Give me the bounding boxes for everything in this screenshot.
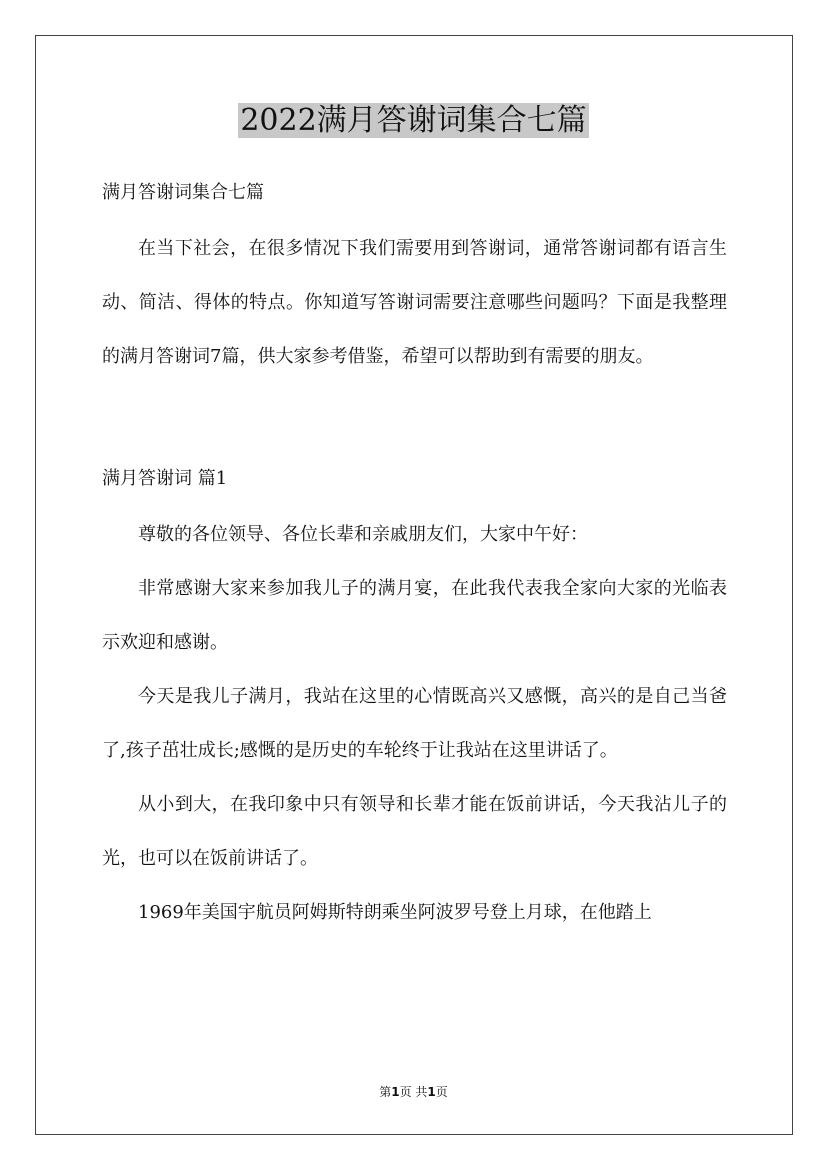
document-title-text: 2022满月答谢词集合七篇 bbox=[240, 103, 587, 138]
document-title bbox=[0, 98, 827, 144]
body-paragraph: 从小到大，在我印象中只有领导和长辈才能在饭前讲话，今天我沾儿子的光，也可以在饭前讲话了。 bbox=[102, 794, 727, 869]
body-paragraph: 非常感谢大家来参加我儿子的满月宴，在此我代表我全家向大家的光临表示欢迎和感谢。 bbox=[102, 578, 727, 653]
footer-mid: 页 共 bbox=[399, 1085, 428, 1099]
body-paragraph: 今天是我儿子满月，我站在这里的心情既高兴又感慨，高兴的是自己当爸了,孩子茁壮成长;感慨的是历史的车轮终于让我站在这里讲话了。 bbox=[102, 686, 727, 761]
footer-current-page: 1 bbox=[391, 1085, 400, 1099]
document-body bbox=[102, 170, 727, 940]
spacer bbox=[102, 384, 727, 456]
footer-suffix: 页 bbox=[435, 1085, 448, 1099]
footer-total-pages: 1 bbox=[427, 1085, 436, 1099]
document-subtitle: 满月答谢词集合七篇 bbox=[102, 182, 264, 203]
body-paragraph: 1969年美国宇航员阿姆斯特朗乘坐阿波罗号登上月球，在他踏上 bbox=[138, 902, 652, 923]
section-title: 满月答谢词 篇1 bbox=[102, 468, 228, 489]
page-footer bbox=[0, 1084, 827, 1100]
body-paragraph: 尊敬的各位领导、各位长辈和亲戚朋友们，大家中午好： bbox=[138, 524, 588, 545]
intro-paragraph: 在当下社会，在很多情况下我们需要用到答谢词，通常答谢词都有语言生动、简洁、得体的特点。你知道写答谢词需要注意哪些问题吗？下面是我整理的满月答谢词7篇，供大家参考借鉴，希望可以帮助到有需要的朋友。 bbox=[102, 238, 727, 367]
footer-prefix: 第 bbox=[379, 1085, 392, 1099]
